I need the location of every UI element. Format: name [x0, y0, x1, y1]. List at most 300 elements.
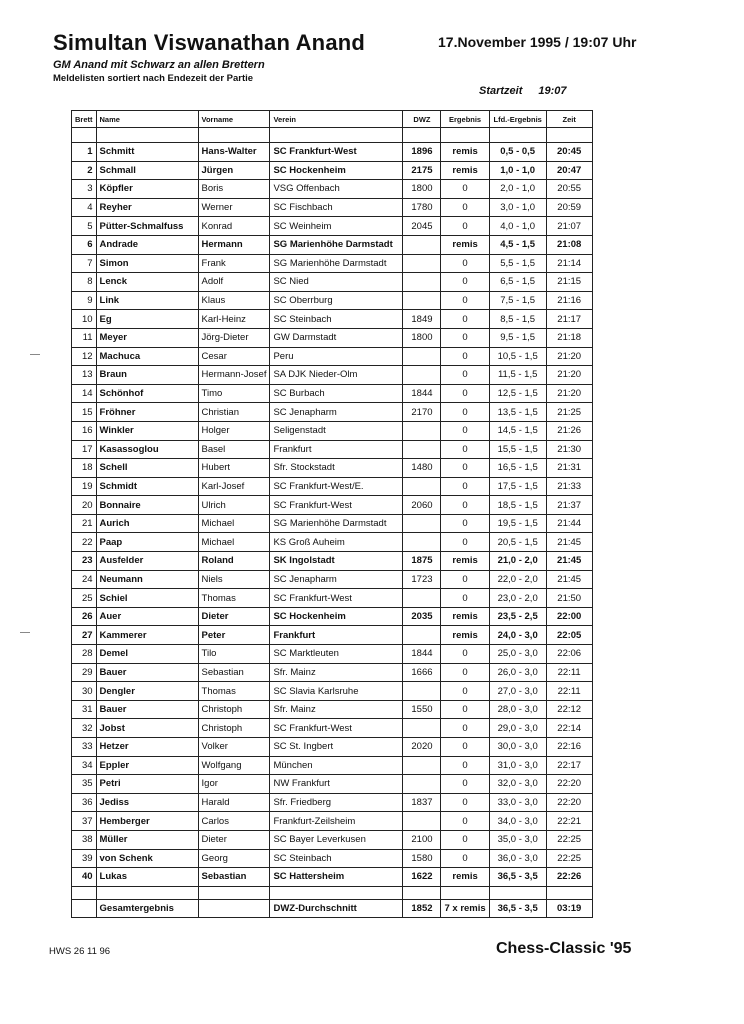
cell-name: Schmidt [96, 477, 198, 496]
total-result: 7 x remis [441, 899, 489, 918]
table-row [72, 496, 593, 515]
cell-vorname: Sebastian [198, 868, 270, 887]
cell-brett: 13 [72, 366, 97, 385]
table-row [72, 607, 593, 626]
cell-zeit: 21:14 [546, 254, 592, 273]
cell-dwz: 1844 [403, 384, 441, 403]
cell-ergebnis: 0 [441, 291, 489, 310]
cell-dwz [403, 589, 441, 608]
cell-brett: 40 [72, 868, 97, 887]
cell-dwz [403, 273, 441, 292]
cell-brett: 35 [72, 775, 97, 794]
cell-name: Köpfler [96, 180, 198, 199]
cell-name: Lenck [96, 273, 198, 292]
cell-brett: 2 [72, 161, 97, 180]
cell-vorname: Basel [198, 440, 270, 459]
cell-lfd-ergebnis: 23,5 - 2,5 [489, 607, 546, 626]
cell-brett: 23 [72, 552, 97, 571]
start-time [479, 85, 567, 97]
cell-dwz: 2170 [403, 403, 441, 422]
cell-zeit: 22:20 [546, 775, 592, 794]
cell-vorname: Christian [198, 403, 270, 422]
cell-vorname: Adolf [198, 273, 270, 292]
cell-brett: 11 [72, 328, 97, 347]
cell-name: Link [96, 291, 198, 310]
cell-vorname: Dieter [198, 830, 270, 849]
cell-ergebnis: remis [441, 161, 489, 180]
cell-ergebnis: 0 [441, 310, 489, 329]
cell-dwz: 1800 [403, 328, 441, 347]
table-row [72, 217, 593, 236]
cell-ergebnis: 0 [441, 403, 489, 422]
spacer-cell [198, 886, 270, 899]
cell-verein: SC Fischbach [270, 198, 403, 217]
cell-vorname: Niels [198, 570, 270, 589]
cell-brett: 28 [72, 645, 97, 664]
cell-name: Winkler [96, 421, 198, 440]
cell-ergebnis: 0 [441, 793, 489, 812]
cell-lfd-ergebnis: 36,5 - 3,5 [489, 868, 546, 887]
table-row [72, 198, 593, 217]
spacer-row [72, 886, 593, 899]
spacer-cell [489, 128, 546, 143]
cell-lfd-ergebnis: 5,5 - 1,5 [489, 254, 546, 273]
table-row [72, 700, 593, 719]
cell-dwz: 1844 [403, 645, 441, 664]
cell-verein: SC Weinheim [270, 217, 403, 236]
cell-zeit: 21:20 [546, 366, 592, 385]
table-row [72, 310, 593, 329]
cell-lfd-ergebnis: 15,5 - 1,5 [489, 440, 546, 459]
cell-dwz [403, 254, 441, 273]
cell-brett: 4 [72, 198, 97, 217]
cell-ergebnis: 0 [441, 328, 489, 347]
cell-dwz [403, 812, 441, 831]
cell-dwz [403, 719, 441, 738]
cell-ergebnis: 0 [441, 217, 489, 236]
cell-zeit: 20:59 [546, 198, 592, 217]
cell-lfd-ergebnis: 1,0 - 1,0 [489, 161, 546, 180]
cell-name: Jediss [96, 793, 198, 812]
cell-lfd-ergebnis: 25,0 - 3,0 [489, 645, 546, 664]
cell-name: Machuca [96, 347, 198, 366]
table-row [72, 663, 593, 682]
table-row [72, 830, 593, 849]
cell-verein: Frankfurt-Zeilsheim [270, 812, 403, 831]
table-row [72, 793, 593, 812]
cell-zeit: 22:16 [546, 738, 592, 757]
cell-vorname: Hans-Walter [198, 143, 270, 162]
cell-name: Reyher [96, 198, 198, 217]
cell-zeit: 21:44 [546, 514, 592, 533]
cell-name: Lukas [96, 868, 198, 887]
cell-lfd-ergebnis: 27,0 - 3,0 [489, 682, 546, 701]
cell-name: Eg [96, 310, 198, 329]
cell-ergebnis: 0 [441, 533, 489, 552]
cell-verein: SC Hockenheim [270, 607, 403, 626]
spacer-row [72, 128, 593, 143]
cell-verein: SC Frankfurt-West [270, 143, 403, 162]
cell-zeit: 22:06 [546, 645, 592, 664]
cell-verein: SC Steinbach [270, 310, 403, 329]
cell-name: Simon [96, 254, 198, 273]
cell-brett: 6 [72, 235, 97, 254]
cell-lfd-ergebnis: 35,0 - 3,0 [489, 830, 546, 849]
table-row [72, 254, 593, 273]
table-row [72, 384, 593, 403]
table-row [72, 328, 593, 347]
cell-zeit: 21:15 [546, 273, 592, 292]
cell-zeit: 22:12 [546, 700, 592, 719]
cell-verein: SC Burbach [270, 384, 403, 403]
cell-name: Schmitt [96, 143, 198, 162]
cell-zeit: 22:26 [546, 868, 592, 887]
cell-verein: SC Jenapharm [270, 570, 403, 589]
table-row [72, 180, 593, 199]
cell-name: Hemberger [96, 812, 198, 831]
cell-zeit: 21:45 [546, 552, 592, 571]
cell-ergebnis: 0 [441, 849, 489, 868]
spacer-cell [403, 128, 441, 143]
col-header-name: Name [96, 111, 198, 128]
cell-verein: SK Ingolstadt [270, 552, 403, 571]
cell-name: Bauer [96, 700, 198, 719]
cell-verein: SC Hockenheim [270, 161, 403, 180]
spacer-cell [546, 128, 592, 143]
cell-ergebnis: remis [441, 626, 489, 645]
table-row [72, 459, 593, 478]
cell-verein: Sfr. Stockstadt [270, 459, 403, 478]
cell-lfd-ergebnis: 3,0 - 1,0 [489, 198, 546, 217]
spacer-cell [72, 886, 97, 899]
cell-lfd-ergebnis: 9,5 - 1,5 [489, 328, 546, 347]
cell-lfd-ergebnis: 33,0 - 3,0 [489, 793, 546, 812]
table-row [72, 366, 593, 385]
cell-ergebnis: remis [441, 607, 489, 626]
cell-zeit: 21:50 [546, 589, 592, 608]
cell-vorname: Wolfgang [198, 756, 270, 775]
cell-ergebnis: 0 [441, 756, 489, 775]
cell-brett: 5 [72, 217, 97, 236]
cell-zeit: 21:37 [546, 496, 592, 515]
cell-zeit: 20:55 [546, 180, 592, 199]
cell-vorname: Hermann-Josef [198, 366, 270, 385]
cell-lfd-ergebnis: 13,5 - 1,5 [489, 403, 546, 422]
cell-vorname: Jörg-Dieter [198, 328, 270, 347]
cell-brett: 24 [72, 570, 97, 589]
cell-zeit: 20:45 [546, 143, 592, 162]
cell-brett: 32 [72, 719, 97, 738]
cell-zeit: 22:17 [546, 756, 592, 775]
cell-vorname: Hubert [198, 459, 270, 478]
cell-vorname: Peter [198, 626, 270, 645]
cell-dwz [403, 477, 441, 496]
cell-ergebnis: 0 [441, 589, 489, 608]
cell-name: Kammerer [96, 626, 198, 645]
cell-dwz [403, 775, 441, 794]
cell-name: Bauer [96, 663, 198, 682]
table-row [72, 403, 593, 422]
cell-zeit: 21:20 [546, 347, 592, 366]
cell-vorname: Hermann [198, 235, 270, 254]
col-header-vorname: Vorname [198, 111, 270, 128]
cell-zeit: 22:21 [546, 812, 592, 831]
cell-name: Müller [96, 830, 198, 849]
spacer-cell [270, 128, 403, 143]
cell-verein: SC St. Ingbert [270, 738, 403, 757]
cell-ergebnis: 0 [441, 812, 489, 831]
cell-ergebnis: 0 [441, 830, 489, 849]
col-header-brett: Brett [72, 111, 97, 128]
cell-brett: 10 [72, 310, 97, 329]
cell-ergebnis: 0 [441, 738, 489, 757]
cell-dwz [403, 533, 441, 552]
cell-verein: KS Groß Auheim [270, 533, 403, 552]
cell-name: Fröhner [96, 403, 198, 422]
spacer-cell [198, 128, 270, 143]
col-header-lfd-ergebnis: Lfd.-Ergebnis [489, 111, 546, 128]
cell-verein: SC Slavia Karlsruhe [270, 682, 403, 701]
cell-zeit: 22:14 [546, 719, 592, 738]
total-dwz: 1852 [403, 899, 441, 918]
cell-ergebnis: 0 [441, 477, 489, 496]
cell-verein: SA DJK Nieder-Olm [270, 366, 403, 385]
cell-brett: 18 [72, 459, 97, 478]
cell-vorname: Dieter [198, 607, 270, 626]
cell-vorname: Holger [198, 421, 270, 440]
cell-dwz: 1837 [403, 793, 441, 812]
cell-dwz [403, 366, 441, 385]
cell-name: Braun [96, 366, 198, 385]
cell-brett: 38 [72, 830, 97, 849]
cell-verein: SC Frankfurt-West [270, 589, 403, 608]
cell-name: Andrade [96, 235, 198, 254]
sort-note: Meldelisten sortiert nach Endezeit der Partie [53, 73, 254, 84]
scan-mark [20, 632, 30, 633]
cell-brett: 37 [72, 812, 97, 831]
cell-ergebnis: 0 [441, 496, 489, 515]
cell-verein: Frankfurt [270, 626, 403, 645]
cell-zeit: 22:20 [546, 793, 592, 812]
spacer-cell [96, 128, 198, 143]
results-table [71, 110, 593, 918]
cell-vorname: Igor [198, 775, 270, 794]
cell-vorname: Volker [198, 738, 270, 757]
total-dwz-label: DWZ-Durchschnitt [270, 899, 403, 918]
cell-dwz: 1550 [403, 700, 441, 719]
cell-verein: GW Darmstadt [270, 328, 403, 347]
cell-zeit: 21:18 [546, 328, 592, 347]
cell-dwz: 2175 [403, 161, 441, 180]
cell-vorname: Timo [198, 384, 270, 403]
cell-ergebnis: 0 [441, 273, 489, 292]
start-time-value: 19:07 [538, 85, 567, 97]
cell-dwz: 1723 [403, 570, 441, 589]
cell-ergebnis: 0 [441, 459, 489, 478]
cell-name: Dengler [96, 682, 198, 701]
cell-lfd-ergebnis: 34,0 - 3,0 [489, 812, 546, 831]
cell-vorname: Roland [198, 552, 270, 571]
cell-ergebnis: 0 [441, 645, 489, 664]
cell-lfd-ergebnis: 19,5 - 1,5 [489, 514, 546, 533]
cell-lfd-ergebnis: 26,0 - 3,0 [489, 663, 546, 682]
cell-zeit: 21:45 [546, 533, 592, 552]
cell-name: Aurich [96, 514, 198, 533]
table-row [72, 719, 593, 738]
cell-vorname: Cesar [198, 347, 270, 366]
cell-ergebnis: 0 [441, 347, 489, 366]
table-row [72, 738, 593, 757]
cell-zeit: 21:17 [546, 310, 592, 329]
cell-zeit: 21:20 [546, 384, 592, 403]
cell-zeit: 21:08 [546, 235, 592, 254]
cell-vorname: Karl-Josef [198, 477, 270, 496]
cell-brett: 16 [72, 421, 97, 440]
table-header-row [72, 111, 593, 128]
cell-name: Neumann [96, 570, 198, 589]
cell-brett: 34 [72, 756, 97, 775]
table-row [72, 589, 593, 608]
cell-lfd-ergebnis: 32,0 - 3,0 [489, 775, 546, 794]
table-row [72, 347, 593, 366]
table-row [72, 273, 593, 292]
cell-zeit: 21:45 [546, 570, 592, 589]
cell-brett: 39 [72, 849, 97, 868]
cell-dwz: 2045 [403, 217, 441, 236]
table-row [72, 421, 593, 440]
cell-dwz: 1780 [403, 198, 441, 217]
cell-lfd-ergebnis: 0,5 - 0,5 [489, 143, 546, 162]
cell-dwz: 1622 [403, 868, 441, 887]
col-header-ergebnis: Ergebnis [441, 111, 489, 128]
cell-zeit: 21:33 [546, 477, 592, 496]
cell-vorname: Harald [198, 793, 270, 812]
cell-verein: Peru [270, 347, 403, 366]
cell-lfd-ergebnis: 12,5 - 1,5 [489, 384, 546, 403]
cell-ergebnis: 0 [441, 682, 489, 701]
cell-lfd-ergebnis: 22,0 - 2,0 [489, 570, 546, 589]
cell-lfd-ergebnis: 21,0 - 2,0 [489, 552, 546, 571]
cell-zeit: 21:25 [546, 403, 592, 422]
cell-zeit: 21:26 [546, 421, 592, 440]
total-row [72, 899, 593, 918]
col-header-zeit: Zeit [546, 111, 592, 128]
cell-verein: Sfr. Mainz [270, 700, 403, 719]
table-row [72, 235, 593, 254]
total-blank [72, 899, 97, 918]
cell-zeit: 22:05 [546, 626, 592, 645]
spacer-cell [72, 128, 97, 143]
cell-zeit: 22:11 [546, 682, 592, 701]
cell-vorname: Klaus [198, 291, 270, 310]
cell-dwz [403, 756, 441, 775]
cell-verein: München [270, 756, 403, 775]
cell-verein: SC Oberrburg [270, 291, 403, 310]
cell-lfd-ergebnis: 16,5 - 1,5 [489, 459, 546, 478]
cell-verein: SC Marktleuten [270, 645, 403, 664]
cell-name: Jobst [96, 719, 198, 738]
cell-verein: SC Frankfurt-West [270, 719, 403, 738]
cell-lfd-ergebnis: 17,5 - 1,5 [489, 477, 546, 496]
cell-vorname: Christoph [198, 719, 270, 738]
cell-lfd-ergebnis: 23,0 - 2,0 [489, 589, 546, 608]
cell-verein: Seligenstadt [270, 421, 403, 440]
cell-brett: 17 [72, 440, 97, 459]
cell-verein: VSG Offenbach [270, 180, 403, 199]
cell-brett: 27 [72, 626, 97, 645]
col-header-verein: Verein [270, 111, 403, 128]
table-row [72, 161, 593, 180]
spacer-cell [270, 886, 403, 899]
cell-brett: 15 [72, 403, 97, 422]
cell-name: Eppler [96, 756, 198, 775]
event-datetime: 17.November 1995 / 19:07 Uhr [438, 34, 637, 50]
cell-lfd-ergebnis: 7,5 - 1,5 [489, 291, 546, 310]
cell-dwz: 1849 [403, 310, 441, 329]
cell-verein: SG Marienhöhe Darmstadt [270, 514, 403, 533]
cell-lfd-ergebnis: 18,5 - 1,5 [489, 496, 546, 515]
cell-brett: 31 [72, 700, 97, 719]
cell-lfd-ergebnis: 31,0 - 3,0 [489, 756, 546, 775]
cell-vorname: Boris [198, 180, 270, 199]
cell-zeit: 22:25 [546, 830, 592, 849]
cell-lfd-ergebnis: 4,5 - 1,5 [489, 235, 546, 254]
cell-ergebnis: 0 [441, 180, 489, 199]
page-title: Simultan Viswanathan Anand [53, 30, 366, 55]
cell-vorname: Michael [198, 514, 270, 533]
total-lfd-result: 36,5 - 3,5 [489, 899, 546, 918]
cell-verein: SC Nied [270, 273, 403, 292]
cell-zeit: 21:31 [546, 459, 592, 478]
cell-zeit: 21:30 [546, 440, 592, 459]
cell-name: Ausfelder [96, 552, 198, 571]
cell-ergebnis: remis [441, 868, 489, 887]
scan-mark [30, 354, 40, 355]
cell-lfd-ergebnis: 10,5 - 1,5 [489, 347, 546, 366]
cell-vorname: Konrad [198, 217, 270, 236]
cell-dwz: 1800 [403, 180, 441, 199]
cell-ergebnis: 0 [441, 384, 489, 403]
table-row [72, 533, 593, 552]
cell-lfd-ergebnis: 2,0 - 1,0 [489, 180, 546, 199]
cell-lfd-ergebnis: 36,0 - 3,0 [489, 849, 546, 868]
cell-name: Demel [96, 645, 198, 664]
cell-vorname: Thomas [198, 682, 270, 701]
table-row [72, 682, 593, 701]
cell-ergebnis: 0 [441, 254, 489, 273]
spacer-cell [441, 128, 489, 143]
cell-verein: SC Jenapharm [270, 403, 403, 422]
cell-brett: 20 [72, 496, 97, 515]
cell-name: Kasassoglou [96, 440, 198, 459]
table-row [72, 291, 593, 310]
cell-dwz: 2060 [403, 496, 441, 515]
cell-zeit: 21:07 [546, 217, 592, 236]
cell-brett: 30 [72, 682, 97, 701]
cell-dwz [403, 235, 441, 254]
cell-ergebnis: 0 [441, 421, 489, 440]
results-table-body [72, 111, 593, 918]
cell-verein: SC Bayer Leverkusen [270, 830, 403, 849]
table-row [72, 440, 593, 459]
table-row [72, 775, 593, 794]
cell-dwz [403, 421, 441, 440]
cell-vorname: Ulrich [198, 496, 270, 515]
table-row [72, 868, 593, 887]
table-row [72, 143, 593, 162]
cell-vorname: Carlos [198, 812, 270, 831]
cell-brett: 8 [72, 273, 97, 292]
